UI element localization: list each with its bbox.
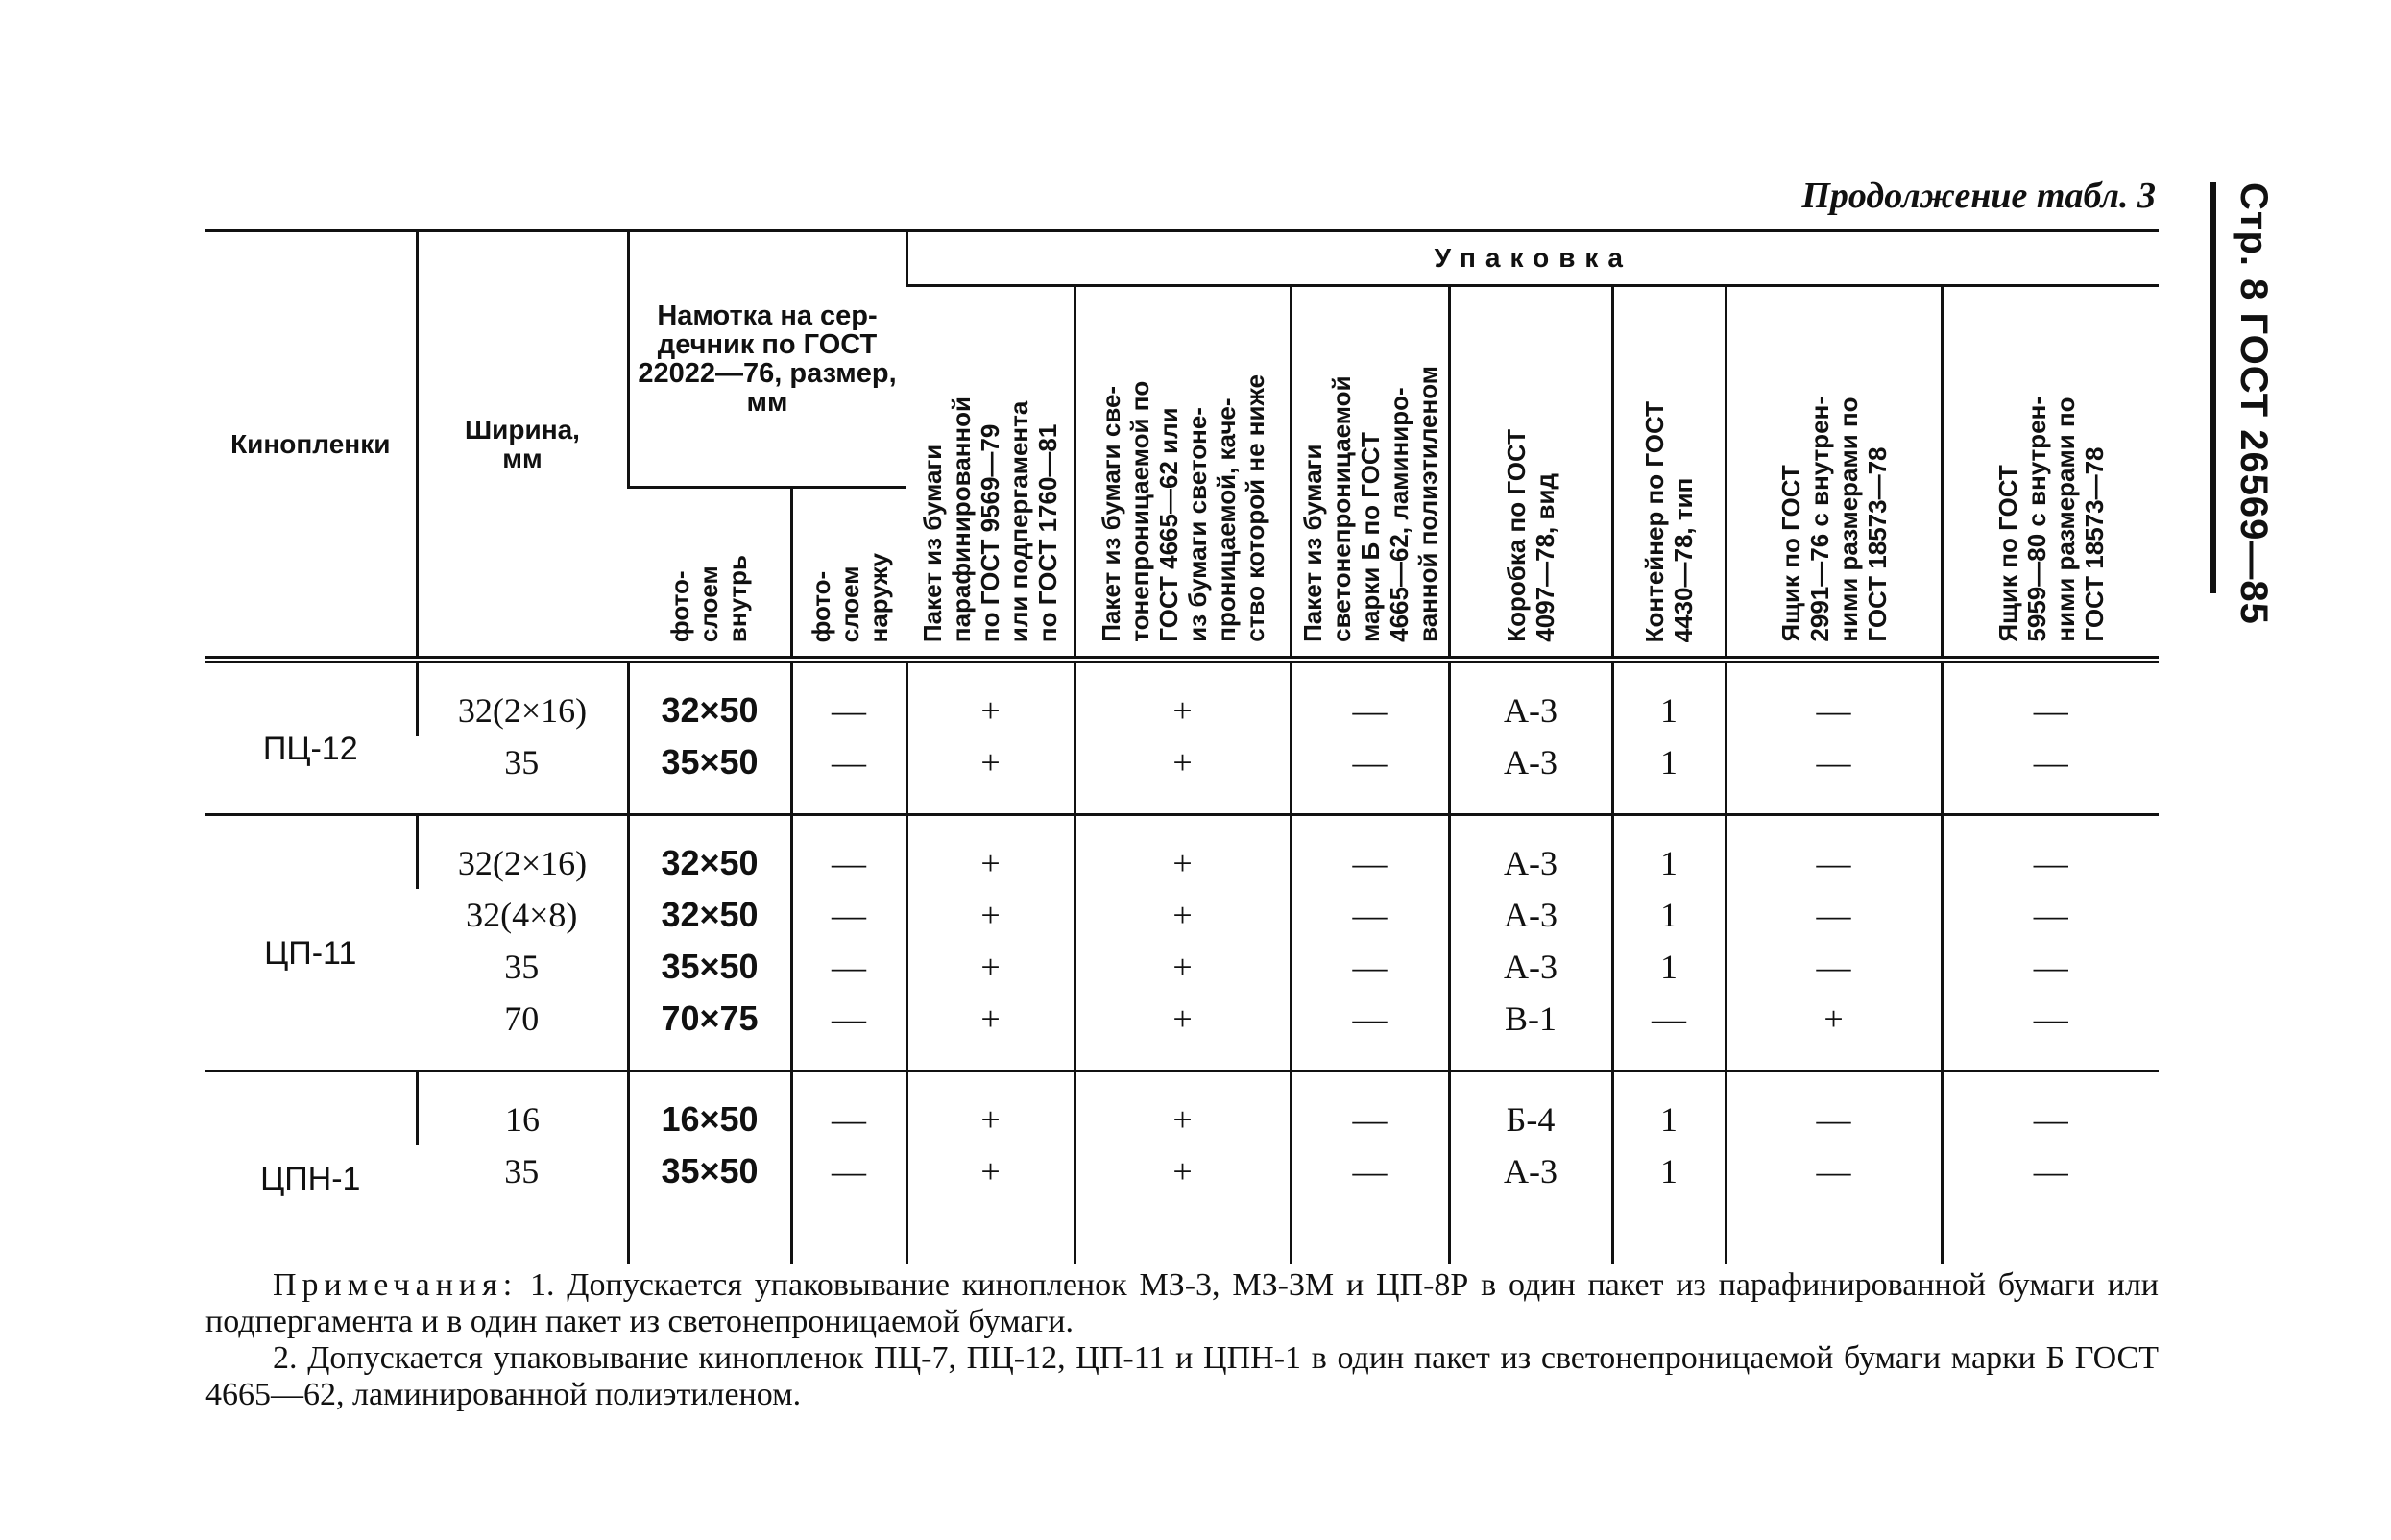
pack-1-cell: + [906,1145,1075,1264]
header-width: Ширина, мм [417,230,628,660]
pack-3-cell: — [1291,1145,1449,1264]
header-pack-2-text: Пакет из бумаги све- тонепроницаемой по ГОСТ 4665—62 или из бумаги светоне- проницаемой, каче- ство которой не ниже [1096,374,1269,642]
table-row [205,993,2159,1071]
pack-4-cell: В-1 [1449,993,1612,1071]
notes-label: Примечания: [273,1267,519,1303]
width-cell: 32(2×16) [417,660,628,736]
note-2: 2. Допускается упаковывание кинопленок ПЦ-7, ПЦ-12, ЦП-11 и ЦПН-1 в один пакет из светонепроницаемой бумаги марки Б ГОСТ 4665—62, ламинированной полиэтиленом. [205,1340,2159,1412]
pack-2-cell: + [1075,941,1291,993]
pack-7-cell: — [1942,736,2159,815]
pack-4-cell: А-3 [1449,736,1612,815]
pack-2-cell: + [1075,660,1291,736]
table-row [205,815,2159,890]
pack-2-cell: + [1075,736,1291,815]
header-emulsion-in [628,488,791,661]
side-rule [2210,182,2216,593]
winding-in-cell: 70×75 [628,993,791,1071]
header-pack-6 [1726,286,1942,661]
pack-7-cell: — [1942,1145,2159,1264]
winding-in-cell: 35×50 [628,1145,791,1264]
winding-out-cell: — [791,993,906,1071]
pack-4-cell: А-3 [1449,941,1612,993]
note-1 [205,1267,2159,1340]
pack-7-cell: — [1942,941,2159,993]
pack-5-cell: 1 [1612,941,1726,993]
group-pc12 [205,660,2159,815]
width-cell: 70 [504,999,540,1038]
header-pack-5-text: Контейнер по ГОСТ 4430—78, тип [1640,400,1699,642]
header-emulsion-out [791,488,906,661]
header-emulsion-out-text: фото- слоем наружу [806,552,893,642]
continuation-label: Продолжение табл. 3 [1801,176,2156,216]
winding-out-cell: — [791,889,906,941]
pack-3-cell: — [1291,815,1449,890]
winding-in-cell: 32×50 [628,889,791,941]
film-name: ПЦ-12 [205,660,417,815]
pack-1-cell: + [906,815,1075,890]
winding-in-cell: 32×50 [628,815,791,890]
film-name: ЦПН-1 [205,1071,417,1265]
winding-out-cell: — [791,660,906,736]
notes [205,1267,2159,1413]
pack-2-cell: + [1075,1071,1291,1146]
pack-3-cell: — [1291,889,1449,941]
group-cp11 [205,815,2159,1071]
side-label-text: Стр. 8 ГОСТ 26569—85 [2233,182,2275,625]
header-emulsion-in-text: фото- слоем внутрь [665,554,753,642]
winding-out-cell: — [791,1145,906,1264]
pack-2-cell: + [1075,1145,1291,1264]
header-pack-6-text: Ящик по ГОСТ 2991—76 с внутрен- ними размерами по ГОСТ 18573—78 [1775,397,1892,642]
winding-out-cell: — [791,1071,906,1146]
pack-4-cell: А-3 [1449,815,1612,890]
pack-3-cell: — [1291,660,1449,736]
packaging-table [205,229,2159,1264]
header-pack-7 [1942,286,2159,661]
note-1-text: 1. Допускается упаковывание кинопленок МЗ-3, МЗ-3М и ЦП-8Р в один пакет из парафинированной бумаги или подпергамента и в один пакет из светонепроницаемой бумаги. [205,1267,2159,1339]
header-pack-3 [1291,286,1449,661]
pack-5-cell: — [1612,993,1726,1071]
pack-1-cell: + [906,660,1075,736]
pack-7-cell: — [1942,815,2159,890]
winding-in-cell: 35×50 [628,941,791,993]
table-row [205,736,2159,815]
header-pack-2 [1075,286,1291,661]
pack-7-cell: — [1942,889,2159,941]
width-cell: 32(2×16) [417,815,628,890]
pack-5-cell: 1 [1612,815,1726,890]
header-pack-4 [1449,286,1612,661]
page-side-label [2209,182,2285,625]
pack-2-cell: + [1075,889,1291,941]
pack-1-cell: + [906,1071,1075,1146]
header-packaging: Упаковка [906,230,2159,286]
header-winding: Намотка на сер- дечник по ГОСТ 22022—76, размер, мм [628,230,906,488]
table-row [205,1071,2159,1146]
pack-3-cell: — [1291,736,1449,815]
header-pack-7-text: Ящик по ГОСТ 5959—80 с внутрен- ними размерами по ГОСТ 18573—78 [1992,397,2109,642]
winding-out-cell: — [791,815,906,890]
winding-out-cell: — [791,736,906,815]
pack-6-cell: — [1726,1145,1942,1264]
pack-7-cell: — [1942,1071,2159,1146]
pack-6-cell: — [1726,815,1942,890]
table-row [205,941,2159,993]
pack-6-cell: — [1726,941,1942,993]
pack-6-cell: — [1726,889,1942,941]
winding-in-cell: 16×50 [628,1071,791,1146]
header-pack-3-text: Пакет из бумаги светонепроницаемой марки Б по ГОСТ 4665—62, ламиниро- ванной полиэтиленом [1297,366,1442,642]
header-film: Кинопленки [205,230,417,660]
pack-3-cell: — [1291,941,1449,993]
pack-1-cell: + [906,993,1075,1071]
film-name: ЦП-11 [205,815,417,1071]
pack-4-cell: А-3 [1449,1145,1612,1264]
pack-2-cell: + [1075,815,1291,890]
pack-4-cell: Б-4 [1449,1071,1612,1146]
pack-6-cell: — [1726,1071,1942,1146]
pack-5-cell: 1 [1612,889,1726,941]
width-cell: 35 [504,1152,540,1191]
width-cell: 35 [504,948,540,986]
pack-3-cell: — [1291,993,1449,1071]
pack-4-cell: А-3 [1449,889,1612,941]
pack-1-cell: + [906,889,1075,941]
header-pack-5 [1612,286,1726,661]
header-pack-1-text: Пакет из бумаги парафинированной по ГОСТ 9569—79 или подпергамента по ГОСТ 1760—81 [917,396,1062,642]
winding-in-cell: 35×50 [628,736,791,815]
pack-2-cell: + [1075,993,1291,1071]
pack-5-cell: 1 [1612,1071,1726,1146]
pack-6-cell: — [1726,736,1942,815]
pack-5-cell: 1 [1612,660,1726,736]
winding-out-cell: — [791,941,906,993]
pack-6-cell: + [1726,993,1942,1071]
pack-5-cell: 1 [1612,1145,1726,1264]
pack-5-cell: 1 [1612,736,1726,815]
width-cell: 35 [504,743,540,782]
pack-1-cell: + [906,941,1075,993]
pack-7-cell: — [1942,993,2159,1071]
table-row [205,889,2159,941]
group-cpn1 [205,1071,2159,1265]
width-cell: 16 [417,1071,628,1146]
winding-in-cell: 32×50 [628,660,791,736]
table-row [205,660,2159,736]
table-row [205,1145,2159,1264]
pack-4-cell: А-3 [1449,660,1612,736]
pack-7-cell: — [1942,660,2159,736]
pack-6-cell: — [1726,660,1942,736]
pack-3-cell: — [1291,1071,1449,1146]
header-pack-1 [906,286,1075,661]
pack-1-cell: + [906,736,1075,815]
header-pack-4-text: Коробка по ГОСТ 4097—78, вид [1502,429,1560,642]
width-cell: 32(4×8) [466,896,578,934]
